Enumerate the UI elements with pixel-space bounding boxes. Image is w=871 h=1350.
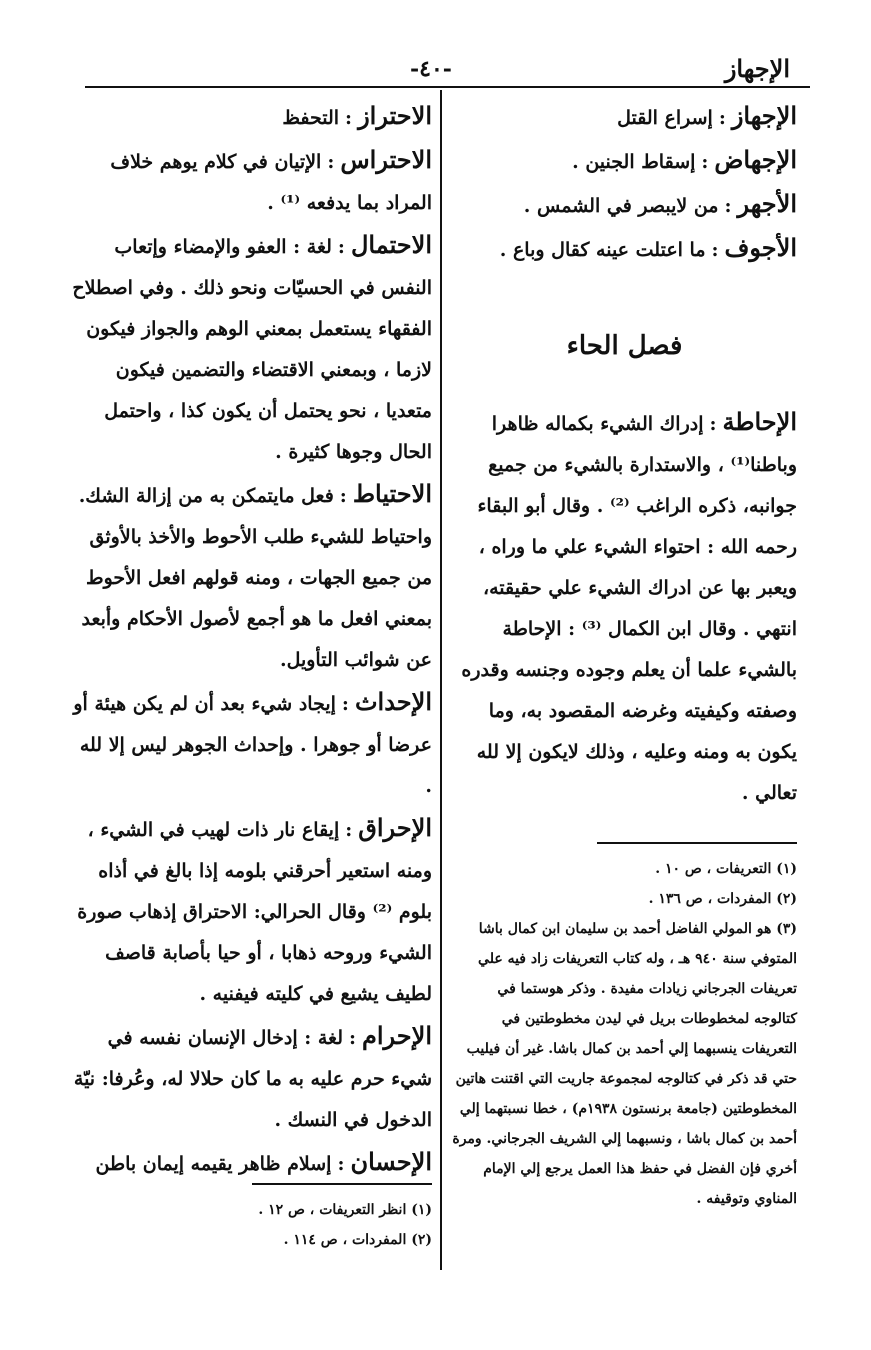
entry-ihdath: الإحداث:إيجاد شيء بعد أن لم يكن هيئة أو عرضا أو جوهرا . وإحداث الجوهر ليس إلا لله . — [73, 687, 432, 797]
entry-definition: ما اعتلت عينه كقال وباع . — [499, 239, 706, 261]
footnote: (١) انظر التعريفات ، ص ١٢ . — [258, 1202, 432, 1218]
entry-term: الاحتراس — [340, 145, 432, 174]
entry-definition: إسراع القتل — [617, 107, 713, 129]
entry-ihraq: الإحراق:إيقاع نار ذات لهيب في الشيء ، ومنه استعير أحرقني بلومه إذا بالغ في أذاه بلوم ⁽²⁾ وقال الحرالي: الاحتراق إذهاب صورة الشيء وروحه ذهابا ، أو حيا بأصابة قاصف لطيف يشيع في كليته فيفنيه . — [77, 813, 432, 1005]
entry-ajhar: الأجهر:من لايبصر في الشمس . — [523, 189, 797, 218]
column-divider — [440, 90, 442, 1270]
entry-definition: إدراك الشيء بكماله ظاهرا وباطنا⁽¹⁾ ، والاستدارة بالشيء من جميع جوانبه، ذكره الراغب ⁽²⁾ . وقال أبو البقاء رحمه الله : احتواء الشيء علي ما وراه ، ويعبر بها عن ادراك الشيء علي حقيقته، انتهي . وقال ابن الكمال ⁽³⁾ : الإحاطة بالشيء علما أن يعلم وجوده وجنسه وقدره وصفته وكيفيته وغرضه المقصود به، وما يكون به ومنه وعليه ، وذلك لايكون إلا لله تعالي . — [461, 413, 797, 804]
entry-definition: لغة : العفو والإمضاء وإتعاب النفس في الحسيّات ونحو ذلك . وفي اصطلاح الفقهاء يستعمل بمعني الوهم والجواز فيكون لازما ، وبمعني الاقتضاء والتضمين فيكون متعديا ، نحو يحتمل أن يكون كذا ، واحتمل الحال وجوها كثيرة . — [72, 236, 432, 463]
entry-ihtiyat: الاحتياط:فعل مايتمكن به من إزالة الشك. واحتياط للشيء طلب الأحوط والأخذ بالأوثق من جميع الجهات ، ومنه قولهم افعل الأحوط بمعني افعل ما هو أجمع لأصول الأحكام وأبعد عن شوائب التأويل. — [78, 479, 432, 671]
entry-term: الاحتياط — [352, 479, 432, 508]
entry-ajwaf: الأجوف:ما اعتلت عينه كقال وباع . — [499, 233, 797, 262]
entry-definition: الإتيان في كلام يوهم خلاف المراد بما يدفعه ⁽¹⁾ . — [110, 151, 432, 214]
left-footnotes — [70, 1183, 432, 1255]
entry-term: الأجوف — [724, 233, 797, 262]
entry-term: الإحداث — [354, 687, 432, 716]
right-column — [452, 95, 797, 1214]
right-footnotes — [452, 854, 797, 1214]
running-head: الإجهاز — [724, 54, 790, 83]
entry-definition: إيجاد شيء بعد أن لم يكن هيئة أو عرضا أو جوهرا . وإحداث الجوهر ليس إلا لله . — [73, 693, 432, 797]
footnote-rule — [597, 842, 797, 844]
left-column — [70, 95, 432, 1185]
entry-term: الإجهاز — [731, 101, 797, 130]
footnote: (١) التعريفات ، ص ١٠ . — [655, 861, 797, 877]
entry-definition: لغة : إدخال الإنسان نفسه في شيء حرم عليه به ما كان حلالا له، وعُرفا: نيّة الدخول في النسك . — [73, 1027, 432, 1131]
entry-definition: من لايبصر في الشمس . — [523, 195, 719, 217]
entry-term: الإجهاض — [714, 145, 797, 174]
entry-term: الاحتمال — [350, 230, 432, 259]
footnote-rule — [252, 1183, 432, 1185]
entry-term: الإحاطة — [722, 407, 797, 436]
page-header — [85, 52, 810, 88]
entry-term: الإحسان — [350, 1147, 432, 1176]
entry-definition: إسلام ظاهر يقيمه إيمان باطن — [95, 1153, 332, 1175]
footnote: (٢) المفردات ، ص ١١٤ . — [283, 1232, 432, 1248]
entry-ijhaz: الإجهاز:إسراع القتل — [617, 101, 797, 130]
entry-term: الأجهر — [737, 189, 797, 218]
entry-ihtimal: الاحتمال:لغة : العفو والإمضاء وإتعاب النفس في الحسيّات ونحو ذلك . وفي اصطلاح الفقهاء يستعمل بمعني الوهم والجواز فيكون لازما ، وبمعني الاقتضاء والتضمين فيكون متعديا ، نحو يحتمل أن يكون كذا ، واحتمل الحال وجوها كثيرة . — [72, 230, 432, 463]
entry-definition: إسقاط الجنين . — [572, 151, 696, 173]
footnote: (٢) المفردات ، ص ١٣٦ . — [648, 891, 797, 907]
entry-ihata: الإحاطة:إدراك الشيء بكماله ظاهرا وباطنا⁽¹⁾ ، والاستدارة بالشيء من جميع جوانبه، ذكره الراغب ⁽²⁾ . وقال أبو البقاء رحمه الله : احتواء الشيء علي ما وراه ، ويعبر بها عن ادراك الشيء علي حقيقته، انتهي . وقال ابن الكمال ⁽³⁾ : الإحاطة بالشيء علما أن يعلم وجوده وجنسه وقدره وصفته وكيفيته وغرضه المقصود به، وما يكون به ومنه وعليه ، وذلك لايكون إلا لله تعالي . — [461, 407, 797, 804]
entry-definition: فعل مايتمكن به من إزالة الشك. واحتياط للشيء طلب الأحوط والأخذ بالأوثق من جميع الجهات ، ومنه قولهم افعل الأحوط بمعني افعل ما هو أجمع لأصول الأحكام وأبعد عن شوائب التأويل. — [78, 485, 432, 671]
entry-ihram: الإحرام:لغة : إدخال الإنسان نفسه في شيء حرم عليه به ما كان حلالا له، وعُرفا: نيّة الدخول في النسك . — [73, 1021, 432, 1131]
entry-ihsan: الإحسان:إسلام ظاهر يقيمه إيمان باطن — [95, 1147, 432, 1176]
entry-term: الاحتراز — [358, 101, 432, 130]
entry-ihtiraz: الاحتراز:التحفظ — [282, 101, 432, 130]
footnote: (٣) هو المولي الفاضل أحمد بن سليمان ابن كمال باشا المتوفي سنة ٩٤٠ هـ ، وله كتاب التعريفات زاد فيه علي تعريفات الجرجاني زيادات مفيدة . وذكر هوستما في كتالوجه لمخطوطات بريل في ليدن مخطوطتين في التعريفات ينسبهما إلي أحمد بن كمال باشا. غير أن فيليب حتي قد ذكر في كتالوجه لمجموعة جاريت التي اقتنت هاتين المخطوطتين (جامعة برنستون ١٩٣٨م) ، خطا نسبتهما إلي أحمد بن كمال باشا ، ونسبهما إلي الشريف الجرجاني. ومرة أخري فإن الفضل في حفظ هذا العمل يرجع إلي الإمام المناوي وتوقيفه . — [452, 921, 797, 1207]
section-title: فصل الحاء — [566, 331, 683, 361]
entry-definition: التحفظ — [282, 107, 340, 129]
page-number: -٤٠- — [410, 56, 452, 82]
entry-term: الإحرام — [362, 1021, 432, 1050]
entry-ihtiras: الاحتراس:الإتيان في كلام يوهم خلاف المراد بما يدفعه ⁽¹⁾ . — [110, 145, 432, 214]
entry-definition: إيقاع نار ذات لهيب في الشيء ، ومنه استعير أحرقني بلومه إذا بالغ في أذاه بلوم ⁽²⁾ وقال الحرالي: الاحتراق إذهاب صورة الشيء وروحه ذهابا ، أو حيا بأصابة قاصف لطيف يشيع في كليته فيفنيه . — [77, 819, 432, 1005]
entry-term: الإحراق — [358, 813, 432, 842]
entry-ijhad: الإجهاض:إسقاط الجنين . — [572, 145, 797, 174]
